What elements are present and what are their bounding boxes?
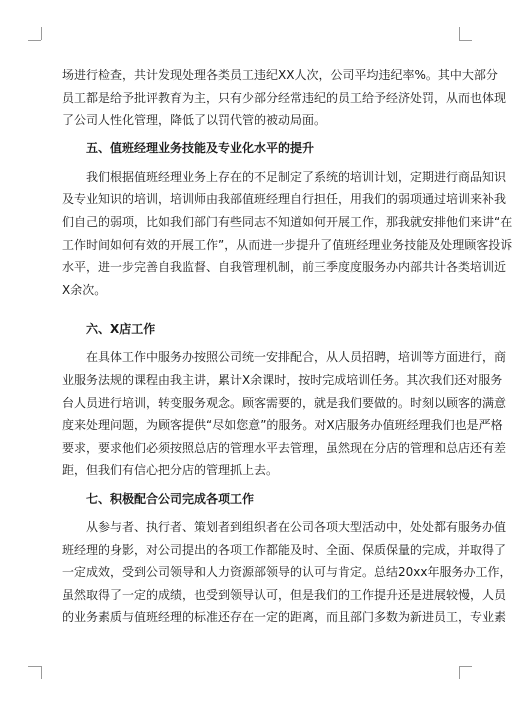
paragraph-training <box>62 166 512 302</box>
crop-mark-top-right-vertical <box>459 27 460 40</box>
text-line: 及专业知识的培训，培训师由我部值班经理自行担任，用我们的弱项通过培训来补我 <box>62 192 507 207</box>
text-line: 距，但我们有信心把分店的管理抓上去。 <box>62 463 279 478</box>
crop-mark-bottom-right-horizontal <box>459 666 472 667</box>
paragraph-store-work <box>62 346 507 482</box>
text-line: 工作时间如何有效的开展工作”，从而进一步提升了值班经理业务技能及处理顾客投诉 <box>62 237 512 252</box>
section-heading-5: 五、值班经理业务技能及专业化水平的提升 <box>86 141 315 156</box>
text-line: 们自己的弱项，比如我们部门有些同志不知道如何开展工作，那我就安排他们来讲“在 <box>62 214 512 229</box>
text-line: 在具体工作中服务办按照公司统一安排配合，从人员招聘，培训等方面进行，商 <box>86 350 507 365</box>
section-heading-6: 六、X店工作 <box>86 322 156 337</box>
text-line: 班经理的身影，对公司提出的各项工作都能及时、全面、保质保量的完成，并取得了 <box>62 542 507 557</box>
text-line: 我们根据值班经理业务上存在的不足制定了系统的培训计划，定期进行商品知识 <box>86 169 507 184</box>
crop-mark-bottom-left-vertical <box>41 666 42 679</box>
crop-mark-bottom-left-horizontal <box>28 666 41 667</box>
text-line: 台人员进行培训，转变服务观念。顾客需要的，就是我们要做的。时刻以顾客的满意 <box>62 395 507 410</box>
text-line: X余次。 <box>62 282 107 297</box>
text-line: 要求，要求他们必须按照总店的管理水平去管理，虽然现在分店的管理和总店还有差 <box>62 440 507 455</box>
text-line: 了公司人性化管理，降低了以罚代管的被动局面。 <box>62 113 327 128</box>
text-line: 一定成效，受到公司领导和人力资源部领导的认可与肯定。总结20xx年服务办工作， <box>62 565 512 580</box>
text-line: 虽然取得了一定的成绩，也受到领导认可，但是我们的工作提升还是进展较慢，人员 <box>62 587 507 602</box>
paragraph-company-work <box>62 516 512 629</box>
text-line: 的业务素质与值班经理的标准还存在一定的距离，而且部门多数为新进员工，专业素 <box>62 610 507 625</box>
crop-mark-bottom-right-vertical <box>459 666 460 679</box>
crop-mark-top-right-horizontal <box>459 40 472 41</box>
text-line: 度来处理问题，为顾客提供“尽如您意”的服务。对X店服务办值班经理我们也是严格 <box>62 418 503 433</box>
text-line: 从参与者、执行者、策划者到组织者在公司各项大型活动中，处处都有服务办值 <box>86 519 507 534</box>
paragraph-discipline-summary <box>62 64 507 132</box>
crop-mark-top-left-vertical <box>41 27 42 40</box>
text-line: 业服务法规的课程由我主讲，累计X余课时，按时完成培训任务。其次我们还对服务 <box>62 372 503 387</box>
section-heading-7: 七、积极配合公司完成各项工作 <box>86 491 255 506</box>
crop-mark-top-left-horizontal <box>28 40 41 41</box>
text-line: 水平，进一步完善自我监督、自我管理机制，前三季度度服务办内部共计各类培训近 <box>62 260 507 275</box>
text-line: 员工都是给予批评教育为主，只有少部分经常违纪的员工给予经济处罚，从而也体现 <box>62 90 507 105</box>
document-body <box>62 64 512 629</box>
text-line: 场进行检查，共计发现处理各类员工违纪XX人次，公司平均违纪率%。其中大部分 <box>62 68 498 82</box>
